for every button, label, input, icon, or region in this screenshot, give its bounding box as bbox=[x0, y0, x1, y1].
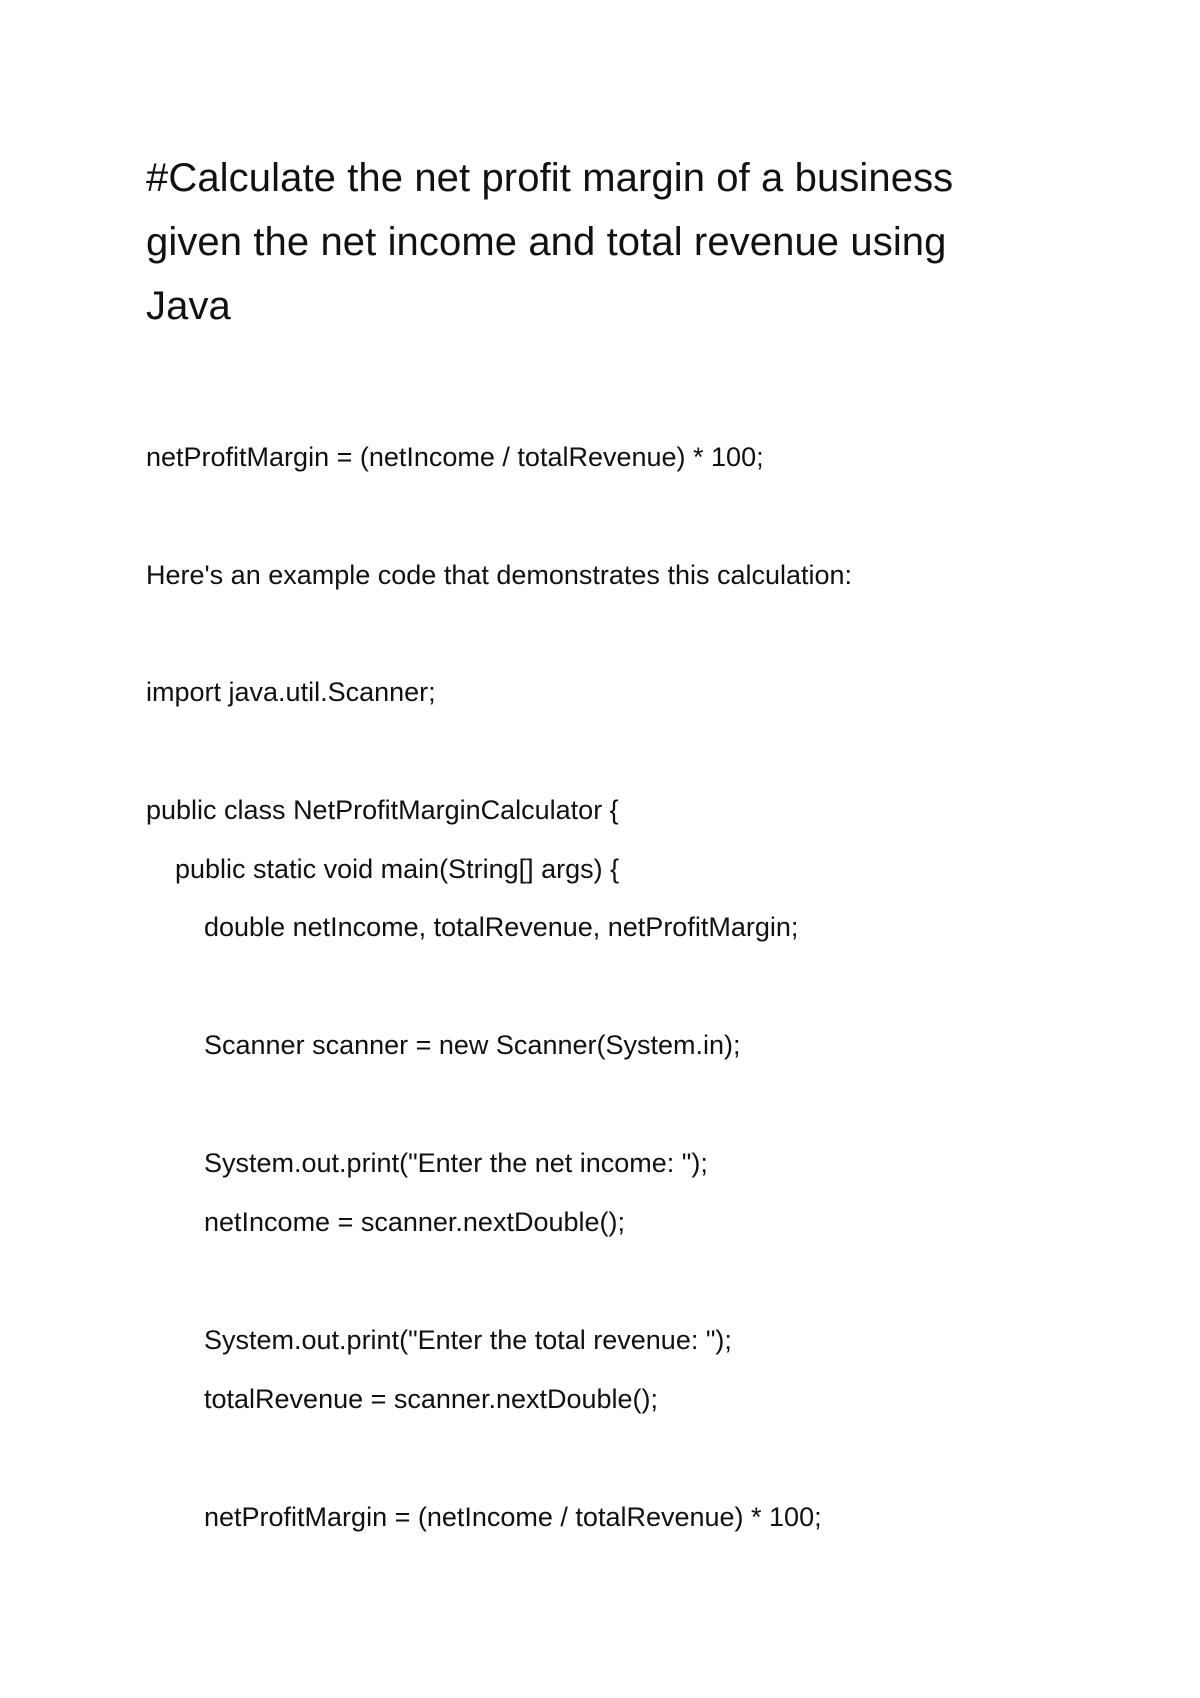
code-print-net-income: System.out.print("Enter the net income: "); bbox=[204, 1148, 708, 1178]
code-read-net-income: netIncome = scanner.nextDouble(); bbox=[204, 1207, 625, 1237]
code-scanner-init: Scanner scanner = new Scanner(System.in); bbox=[204, 1030, 741, 1060]
code-import: import java.util.Scanner; bbox=[146, 677, 436, 707]
title-line-1: #Calculate the net profit margin of a business bbox=[146, 156, 954, 200]
title-line-2: given the net income and total revenue using bbox=[146, 220, 947, 264]
code-calculate-margin: netProfitMargin = (netIncome / totalRevenue) * 100; bbox=[204, 1502, 822, 1532]
formula-line: netProfitMargin = (netIncome / totalRevenue) * 100; bbox=[146, 442, 764, 472]
intro-text: Here's an example code that demonstrates this calculation: bbox=[146, 560, 853, 590]
code-variable-declaration: double netIncome, totalRevenue, netProfitMargin; bbox=[204, 912, 799, 942]
code-main-method: public static void main(String[] args) { bbox=[175, 854, 620, 884]
code-read-total-revenue: totalRevenue = scanner.nextDouble(); bbox=[204, 1384, 659, 1414]
code-print-total-revenue: System.out.print("Enter the total revenue: "); bbox=[204, 1325, 732, 1355]
title-line-3: Java bbox=[146, 284, 231, 328]
code-class-declaration: public class NetProfitMarginCalculator { bbox=[146, 795, 619, 825]
